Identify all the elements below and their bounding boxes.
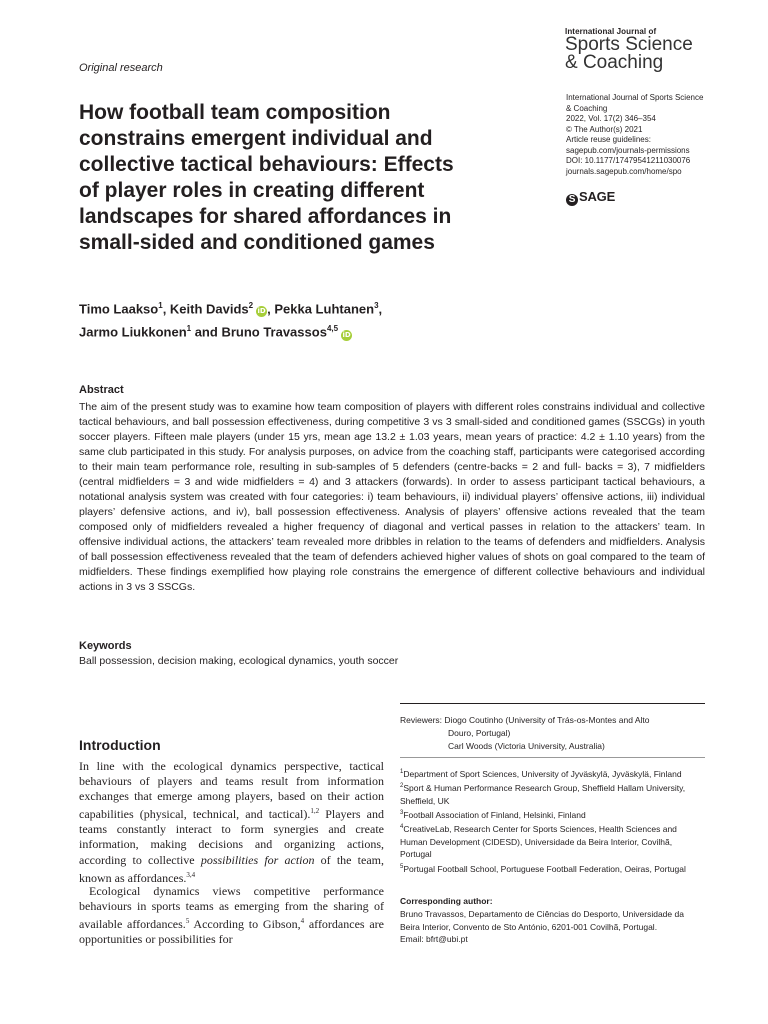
affiliation-item: [400, 861, 705, 875]
introduction-heading: Introduction: [79, 737, 161, 753]
author-separator: ,: [267, 301, 275, 317]
meta-journal-link[interactable]: journals.sagepub.com/home/spo: [566, 166, 682, 176]
author-name: Jarmo Liukkonen: [79, 324, 187, 340]
affiliation-sup: 4: [400, 824, 404, 831]
meta-line: Article reuse guidelines:: [566, 135, 651, 144]
paragraph-text: affordances are opportunities or possibilities for: [79, 917, 384, 947]
paragraph-text: In line with the ecological dynamics perspective, tactical behaviours of players and teams result from information exchanges that emerge among players, based on their action capabilities (physical, technical, and tactical).: [79, 759, 384, 822]
meta-line: 2022, Vol. 17(2) 346–354: [566, 114, 656, 123]
paragraph-text: Ecological dynamics views competitive performance behaviours in sports teams as emerging from the sharing of available affordances.: [79, 884, 384, 932]
keywords-heading: Keywords: [79, 640, 132, 652]
paragraph-text: According to Gibson,: [189, 917, 301, 932]
citation-sup[interactable]: 3,4: [186, 870, 196, 879]
author-affil-sup: 1: [158, 301, 163, 310]
reviewer-name: Diogo Coutinho (University of Trás-os-Montes and Alto: [444, 715, 650, 725]
author-separator: and: [191, 324, 222, 340]
corresponding-author-email[interactable]: Email: bfrt@ubi.pt: [400, 934, 468, 944]
affiliation-item: [400, 821, 705, 860]
journal-logo-line2: & Coaching: [565, 52, 664, 73]
affiliation-sup: 2: [400, 783, 404, 790]
author-separator: ,: [378, 301, 383, 317]
author-name: Bruno Travassos: [221, 324, 327, 340]
introduction-paragraph: [79, 884, 384, 947]
meta-permissions-link[interactable]: sagepub.com/journals-permissions: [566, 145, 690, 155]
author-affil-sup: 1: [186, 324, 192, 334]
affiliation-item: [400, 807, 705, 821]
article-title: How football team composition constrains emergent individual and collective tactical behaviours: Effects of player roles in creating different landscapes for shared affordances in small-sided and conditioned games: [79, 101, 454, 254]
sage-logo-text: SAGE: [579, 189, 616, 204]
article-meta: [566, 93, 716, 177]
journal-logo-line1: Sports Science: [565, 34, 693, 55]
keywords-text: Ball possession, decision making, ecological dynamics, youth soccer: [79, 655, 399, 667]
citation-sup[interactable]: 4: [300, 917, 305, 926]
divider: [400, 757, 705, 758]
reviewers-label: Reviewers:: [400, 715, 443, 725]
citation-sup[interactable]: 5: [185, 917, 190, 926]
meta-line: © The Author(s) 2021: [566, 124, 643, 134]
author-name: Pekka Luhtanen: [274, 301, 375, 317]
author-affil-sup: 3: [374, 301, 379, 310]
paragraph-text: of the team, known as affordances.: [79, 852, 384, 885]
affiliation-sup: 5: [400, 863, 404, 870]
affiliation-text: CreativeLab, Research Center for Sports Sciences, Health Sciences and Human Development (CIDESD), Universidade da Beira Interior, Covilhã, Portugal: [400, 824, 677, 860]
introduction-paragraph: [79, 759, 384, 886]
author-separator: ,: [162, 301, 170, 317]
reviewer-name-continued: Douro, Portugal): [448, 728, 511, 738]
author-name: Timo Laakso: [79, 301, 159, 317]
sage-logo: [566, 189, 615, 206]
citation-sup[interactable]: 1,2: [310, 807, 320, 816]
affiliation-text: Portugal Football School, Portuguese Football Federation, Oeiras, Portugal: [403, 863, 686, 874]
affiliation-sup: 3: [400, 810, 404, 817]
author-list: [79, 296, 529, 343]
meta-doi[interactable]: DOI: 10.1177/17479541211030076: [566, 156, 691, 165]
corresponding-author-heading: Corresponding author:: [400, 896, 493, 906]
corresponding-author-address: Bruno Travassos, Departamento de Ciências do Desporto, Universidade da Beira Interior, Convento de Sto António, 6201-001 Covilhã, Portugal.: [400, 909, 684, 932]
abstract-heading: Abstract: [79, 384, 124, 396]
sage-logo-icon: S: [566, 194, 578, 206]
reviewer-name: Carl Woods (Victoria University, Australia): [448, 741, 605, 751]
author-affil-sup: 4,5: [326, 324, 339, 334]
orcid-icon[interactable]: iD: [342, 330, 351, 339]
orcid-icon[interactable]: iD: [257, 307, 266, 316]
affiliation-item: [400, 780, 705, 807]
divider: [400, 703, 705, 704]
reviewers-block: [400, 714, 705, 753]
affiliation-text: Department of Sport Sciences, University of Jyväskylä, Jyväskylä, Finland: [403, 768, 682, 779]
affiliation-sup: 1: [400, 769, 404, 775]
journal-logo-small: International Journal of: [565, 27, 657, 36]
meta-line: International Journal of Sports Science: [566, 93, 704, 102]
abstract-text: The aim of the present study was to examine how team composition of players with different roles constrains individual and collective tactical behaviours, and ball possession effectiveness, during competitive 3 vs 3 small-sided and conditioned games (SSCGs) in youth soccer players. Fifteen male players (under 15 yrs, mean age 13.2 ± 1.03 years, mean years of practice: 4.2 ± 1.10 years) from the same club participated in this study. For analysis purposes, on advice from the coaching staff, participants were categorised according to their main team performance role, resulting in sub-samples of 5 defenders (centre-backs = 2 and full- backs = 3), 7 midfielders (central midfielders = 3 and wide midfielders = 4) and 3 attackers (forwards). In order to assess participant tactical behaviours, a notational analysis system was created with four categories: i) team behaviours, ii) individual players’ offensive actions, iii) individual players’ defensive actions, and iv), ball possession effectiveness. Analysis of players’ offensive actions revealed that the team composed only of midfielders revealed a higher frequency of diagonal and vertical passes in relation to the attackers’ team. In offensive individual actions, the attackers’ team revealed more dribbles in relation to the teams of defenders and midfielders. Analysis of ball possession effectiveness revealed that the team of defenders achieved higher values of shots on goal compared to the team of midfielders. These findings exemplified how playing role constrains the emergence of different collective behaviours and individual actions in 3 vs 3 SSCGs.: [79, 401, 705, 593]
author-name: Keith Davids: [169, 301, 249, 317]
meta-line: & Coaching: [566, 103, 608, 113]
affiliation-item: [400, 766, 705, 780]
affiliations-block: [400, 766, 705, 875]
affiliation-text: Football Association of Finland, Helsinki, Finland: [403, 809, 586, 820]
paragraph-text: Players and teams constantly interact to form synergies and create information, making decisions and organizing actions, according to collective: [79, 807, 384, 867]
author-affil-sup: 2: [248, 301, 254, 310]
journal-logo: [565, 28, 693, 72]
affiliation-text: Sport & Human Performance Research Group, Sheffield Hallam University, Sheffield, UK: [400, 783, 686, 806]
paragraph-emphasis: possibilities for action: [200, 852, 315, 867]
corresponding-author-block: [400, 908, 705, 946]
section-label: Original research: [79, 62, 163, 74]
